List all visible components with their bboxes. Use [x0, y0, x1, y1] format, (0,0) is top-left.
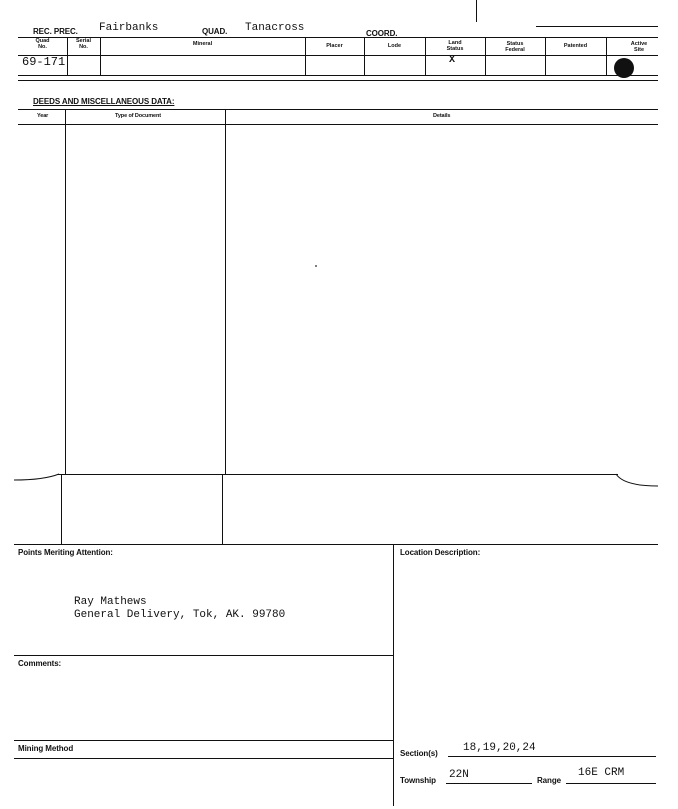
col-lode: Lode [387, 43, 402, 49]
rec-prec-label: REC. PREC. [33, 27, 78, 36]
deeds-col-type: Type of Document [115, 113, 161, 119]
col-divider-3 [305, 37, 306, 75]
coord-label: COORD. [366, 29, 398, 38]
sections-value: 18,19,20,24 [463, 742, 536, 754]
deeds-col-details: Details [433, 113, 451, 119]
lower-center-divider [393, 544, 394, 806]
col-active-site: Active Site [630, 41, 648, 53]
rec-prec-value: Fairbanks [99, 22, 159, 34]
col-patented: Patented [563, 43, 588, 49]
quad-no-value: 69-171 [22, 55, 66, 69]
deeds-bottom-line [14, 544, 658, 545]
col-quad-no: Quad No. [35, 38, 50, 50]
quad-value: Tanacross [245, 22, 305, 34]
deeds-col-year: Year [37, 113, 49, 119]
stray-dot [315, 265, 317, 267]
col-status-federal: Status Federal [505, 41, 525, 53]
deeds-section-title: DEEDS AND MISCELLANEOUS DATA: [33, 97, 175, 106]
deeds-col-divider-2-lower [222, 475, 223, 544]
township-underline [446, 783, 532, 784]
mining-bottom-line [14, 758, 393, 759]
points-line-1: Ray Mathews [74, 596, 147, 608]
col-serial-no: Serial No. [76, 38, 91, 50]
col-divider-7 [545, 37, 546, 75]
fold-line [58, 474, 618, 475]
deeds-header-line [18, 124, 658, 125]
col-divider-4 [364, 37, 365, 75]
location-label: Location Description: [400, 548, 481, 557]
header-line-top [536, 26, 658, 27]
column-header-divider [18, 55, 658, 56]
col-mineral: Mineral [192, 41, 213, 47]
header-line [18, 37, 658, 38]
col-divider-8 [606, 37, 607, 75]
comments-label: Comments: [18, 659, 62, 668]
range-underline [566, 783, 656, 784]
record-row-bottom-2 [18, 80, 658, 81]
fold-curve-left [14, 468, 60, 482]
col-land-status: Land Status [446, 40, 464, 52]
deeds-col-divider-2 [225, 110, 226, 475]
comments-top-line [14, 655, 393, 656]
points-line-2: General Delivery, Tok, AK. 99780 [74, 609, 286, 621]
sections-label: Section(s) [400, 749, 438, 758]
township-label: Township [400, 776, 436, 785]
quad-label: QUAD. [202, 27, 228, 36]
points-label: Points Meriting Attention: [18, 548, 113, 557]
fold-curve-right [616, 472, 658, 490]
active-site-dot [614, 58, 634, 78]
mining-top-line [14, 740, 393, 741]
col-placer: Placer [326, 43, 343, 49]
record-row-bottom [18, 75, 658, 76]
sections-underline [448, 756, 656, 757]
land-status-mark: X [449, 55, 456, 66]
township-value: 22N [449, 769, 469, 781]
deeds-col-divider-1-lower [61, 475, 62, 544]
range-value: 16E CRM [578, 767, 625, 779]
range-label: Range [537, 776, 561, 785]
mining-label: Mining Method [18, 744, 74, 753]
top-tick-line [476, 0, 477, 22]
deeds-col-divider-1 [65, 110, 66, 475]
deeds-line-top [18, 109, 658, 110]
